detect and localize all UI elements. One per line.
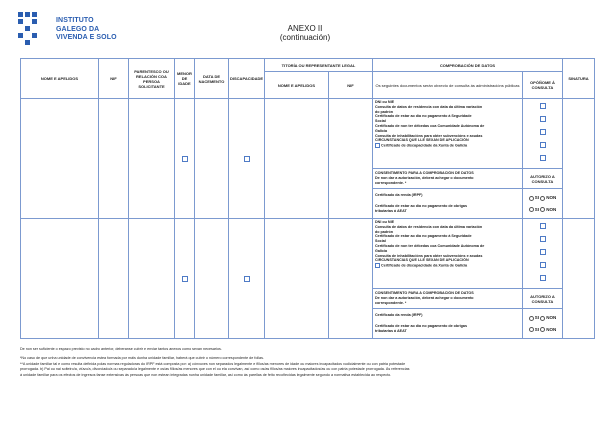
guardian-name-cell[interactable] [265,219,329,339]
income-docs [373,309,523,339]
yes-label: SI [534,315,539,321]
doc-line: Social [375,239,386,244]
doc-line: DNI ou NIE [375,220,395,224]
doc-line: Galicia [375,248,388,253]
footnote: á unidade familiar para os efectos de ingresos fanse extensivas ás persoas que non estean integradas nunha unidade familiar, así como ás parellas de feito recoñecidas legalmente segundo a normativa establecida ao respecto. [20,372,392,377]
footnote: prorrogada. b) Pai ou nai solteiro/a, viúvo/a, divorciado/a ou separado/a legalmente e os/as fillos/as menores que con el ou ela convivan, así como os/as fillos/as maiores incapacitados/as ou con patria potestade prorrogada. Ás referencias [20,367,410,372]
no-label: NON [546,315,557,321]
disability-cert-checkbox[interactable] [375,263,380,268]
radio-no[interactable] [540,196,545,201]
nif-cell[interactable] [99,99,129,219]
col-name-header: NOME E APELIDOS [21,59,99,99]
oppose-checkbox[interactable] [540,129,546,135]
guardian-name-cell[interactable] [265,99,329,219]
footnote: De non ser suficiente o espazo previsto no cadro anterior, deberanse cubrir e enviar tantos anexos como sexan necesarios. [20,347,222,351]
household-table [20,58,595,339]
col-guardian-header: TITORÍA OU REPRESENTANTE LEGAL [265,59,373,72]
doc-line: Certificado de estar ao día no pagamento á Seguridade [375,234,472,239]
col-relationship-header: PARENTESCO OU RELACIÓN COA PERSOA SOLICITANTE [129,59,175,99]
col-datacheck-header: COMPROBACIÓN DE DATOS [373,59,563,72]
oppose-checkbox[interactable] [540,116,546,122]
igvs-logo [18,12,128,52]
logo-mark-icon [18,12,52,46]
col-disability-header: DISCAPACIDADE [229,59,265,99]
footnotes [20,347,595,378]
aeat-label: Certificado de estar ao día no pagamento de obrigas [375,323,468,328]
aeat-label: Certificado de estar ao día no pagamento de obrigas [375,203,468,208]
oppose-checkbox[interactable] [540,155,546,161]
doc-line: Certificado de non ter débedas coa Comunidade Autónoma de [375,123,485,128]
doc-line: Galicia [375,128,388,133]
logo-line-3: VIVENDA E SOLO [56,34,117,41]
doc-line: Certificado de discapacidade da Xunta de Galicia [381,263,468,268]
radio-yes[interactable] [529,196,534,201]
doc-line: Social [375,119,386,124]
doc-line: Certificado de discapacidade da Xunta de Galicia [381,143,468,148]
member-row [21,99,595,169]
relationship-cell[interactable] [129,219,175,339]
no-label: NON [546,326,557,332]
col-minor-header: MENOR DE IDADE [175,59,195,99]
col-signature-header: SINATURA [563,59,595,99]
yes-label: SI [534,206,539,212]
signature-cell[interactable] [563,99,595,219]
col-docs-note-header: Os seguintes documentos serán obxecto de consulta ás administracións públicas [373,72,523,99]
doc-line: Certificado de non ter débedas coa Comunidade Autónoma de [375,243,485,248]
minor-cell [175,219,195,339]
oppose-checkbox[interactable] [540,275,546,281]
doc-line: DNI ou NIE [375,100,395,104]
radio-yes[interactable] [529,327,534,332]
oppose-checkbox[interactable] [540,223,546,229]
consent-heading: CONSENTIMENTO PARA A COMPROBACIÓN DE DATOS [375,171,474,176]
birthdate-cell[interactable] [195,99,229,219]
guardian-nif-cell[interactable] [329,99,373,219]
logo-line-1: INSTITUTO [56,17,94,24]
disability-cell [229,99,265,219]
disability-cert-checkbox[interactable] [375,143,380,148]
authorize-radios [523,189,563,219]
doc-line: Consulta de datos de residencia con data da última variación [375,104,483,109]
radio-no[interactable] [540,316,545,321]
relationship-cell[interactable] [129,99,175,219]
aeat-label-2: tributarias á AEAT [375,328,407,333]
no-label: NON [546,206,557,212]
yes-label: SI [534,195,539,201]
consent-text [373,289,523,309]
name-cell[interactable] [21,99,99,219]
authorize-header: AUTORIZO A CONSULTA [523,169,563,189]
consent-line: correspondente. * [375,300,407,305]
authorize-header: AUTORIZO A CONSULTA [523,289,563,309]
oppose-checkbox[interactable] [540,142,546,148]
minor-checkbox[interactable] [182,156,188,162]
radio-yes[interactable] [529,207,534,212]
consent-heading: CONSENTIMENTO PARA A COMPROBACIÓN DE DATOS [375,291,474,296]
radio-no[interactable] [540,207,545,212]
consent-line: correspondente. * [375,180,407,185]
authorize-radios [523,309,563,339]
disability-checkbox[interactable] [244,276,250,282]
col-guardian-nif-header: NIF [329,72,373,99]
disability-cell [229,219,265,339]
signature-cell[interactable] [563,219,595,339]
oppose-cell [523,99,563,169]
footnote: **A unidade familiar tal e como resulta definida polas normas reguladoras do IRPF está composta por: a) cónxuxes non separados legalmente e fillos/as menores de idade ou maiores incapacitados xudicialmente ou con patria potestade [20,361,406,366]
oppose-cell [523,219,563,289]
guardian-nif-cell[interactable] [329,219,373,339]
doc-line: do padrón [375,229,394,234]
col-guardian-name-header: NOME E APELIDOS [265,72,329,99]
documents-list [373,99,523,169]
page-title [230,24,380,42]
col-oppose-header: OPÓÑOME Á CONSULTA [523,72,563,99]
doc-line: CIRCUNSTANCIAS QUE LLE SEXAN DE APLICACIÓN [375,258,469,263]
logo-text [56,17,117,43]
oppose-checkbox[interactable] [540,262,546,268]
consent-text [373,169,523,189]
minor-checkbox[interactable] [182,276,188,282]
yes-label: SI [534,326,539,332]
income-label: Certificado da renda (IRPF) [375,313,423,317]
col-nif-header: NIF [99,59,129,99]
oppose-checkbox[interactable] [540,236,546,242]
doc-line: do padrón [375,109,394,114]
aeat-label-2: tributarias á AEAT [375,208,407,213]
radio-yes[interactable] [529,316,534,321]
nif-cell[interactable] [99,219,129,339]
disability-checkbox[interactable] [244,156,250,162]
annex-subtitle: (continuación) [279,33,331,42]
oppose-checkbox[interactable] [540,249,546,255]
income-label: Certificado da renda (IRPF) [375,193,423,197]
no-label: NON [546,195,557,201]
consent-line: De non dar a autorización, deberá achegar o documento [375,296,474,301]
birthdate-cell[interactable] [195,219,229,339]
member-row [21,219,595,289]
doc-line: Consulta de datos de residencia con data da última variación [375,224,483,229]
doc-line: Certificado de estar ao día no pagamento á Seguridade [375,114,472,119]
radio-no[interactable] [540,327,545,332]
name-cell[interactable] [21,219,99,339]
col-birthdate-header: DATA DE NACEMENTO [195,59,229,99]
doc-line: CIRCUNSTANCIAS QUE LLE SEXAN DE APLICACIÓN [375,138,469,143]
oppose-checkbox[interactable] [540,103,546,109]
footnote: *No caso de que unha unidade de convivencia estea formada por máis dunha unidade familiar, haberá que cubrir o número correspondente de follas. [20,356,264,361]
consent-line: De non dar a autorización, deberá achegar o documento [375,176,474,181]
annex-title: ANEXO II [287,24,323,33]
minor-cell [175,99,195,219]
documents-list [373,219,523,289]
doc-line: Consulta de inhabilitacións para obter subvencións e axudas [375,133,483,138]
logo-line-2: GALEGO DA [56,25,100,33]
income-docs [373,189,523,219]
doc-line: Consulta de inhabilitacións para obter subvencións e axudas [375,253,483,258]
